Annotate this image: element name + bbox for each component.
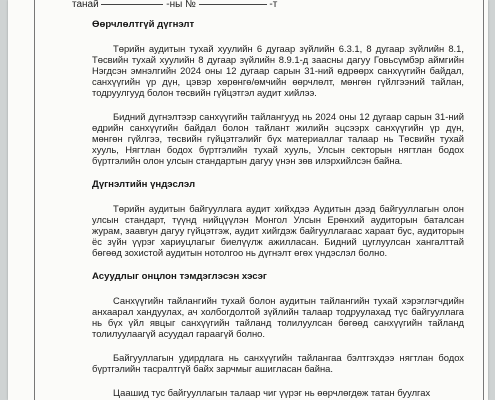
section-title-emphasis: Асуудлыг онцлон тэмдэглэсэн хэсэг <box>92 271 267 282</box>
document-header-line <box>72 0 277 10</box>
paragraph-emphasis-1: Санхүүгийн тайлангийн тухай болон аудитын тайлангийн тухай хэрэглэгчдийн анхаарал хандуулах, ач холбогдолтой зүйлийн талаар тодруулахад түс байгууллага нь бүх үйл явцыг санхүүгийн тайланд толилуулсан бөгөөд санхүүгийн тайланд толилуулаагүй асуудал гараагүй болно. <box>92 295 464 339</box>
paragraph-opinion-scope: Төрийн аудитын тухай хуулийн 6 дугаар зүйлийн 6.3.1, 8 дугаар зүйлийн 8.1, Төсвийн тухай хуулийн 8 дугаар зүйлийн 8.9.1-д заасны дагуу Говьсүмбэр аймгийн Нэгдсэн эмнэлгийн 2024 оны 12 дугаар сарын 31-ний өдрөөрх санхүүгийн байдал, санхүүгийн үр дүн, цэвэр хөрөнгө/өмчийн өөрчлөлт, мөнгөн гүйлгээний тайлан, тодруулгууд болон төсвийн гүйцэтгэл аудит хийлээ. <box>92 43 464 98</box>
document-page <box>8 0 488 400</box>
header-blank-2 <box>199 4 267 5</box>
paragraph-emphasis-3: Цаашид тус байгууллагын талаар чиг үүрэг нь өөрчлөгдөж татан буулгах <box>113 387 431 398</box>
section-title-opinion: Өөрчлөлтгүй дүгнэлт <box>92 19 195 30</box>
header-suffix: -т <box>269 0 278 10</box>
header-mid: -ны № <box>166 0 196 10</box>
header-blank-1 <box>101 4 163 5</box>
header-prefix: танай <box>72 0 99 10</box>
paragraph-basis: Төрийн аудитын байгууллага аудит хийхдээ Аудитын дээд байгууллагын олон улсын стандарт, түүнд нийцүүлэн Монгол Улсын Ерөнхий аудиторын баталсан журам, заавryн дагуу гүйцэтгэж, аудит хийгдэж байгууллагаас хараат бус, аудиторын ёс зүйн үүрэг хариуцлагыг биелүүлж ажилласан. Бидний цуглуулсан хангалттай бөгөөд зохистой аудитын нотолгоо нь дүгнэлт өгөх үндэслэл болно. <box>92 203 464 258</box>
section-title-basis: Дүгнэлтийн үндэслэл <box>92 179 196 190</box>
paragraph-opinion-statement: Бидний дүгнэлтээр санхүүгийн тайлангууд нь 2024 оны 12 дугаар сарын 31-ний өдрийн санхүүгийн байдал болон тайлант жилийн эцсээрх санхүүгийн үр дүн, мөнгөн гүйлгээ, төсвийн гүйцэтгэлийг бүх материаллаг талаар нь Төсвийн тухай хууль, Нягтлан бодох бүртгэлийн тухай хууль, Улсын секторын нягтлан бодох бүртгэлийн олон улсын стандартын дагуу үнэн зөв илэрхийлсэн байна. <box>92 111 464 166</box>
paragraph-emphasis-2: Байгууллагын удирдлага нь санхүүгийн тайлангаа бэлтгэхдээ нягтлан бодох бүртгэлийн тасралтгүй байх зарчмыг ашигласан байна. <box>92 352 464 374</box>
document-body <box>92 19 464 398</box>
